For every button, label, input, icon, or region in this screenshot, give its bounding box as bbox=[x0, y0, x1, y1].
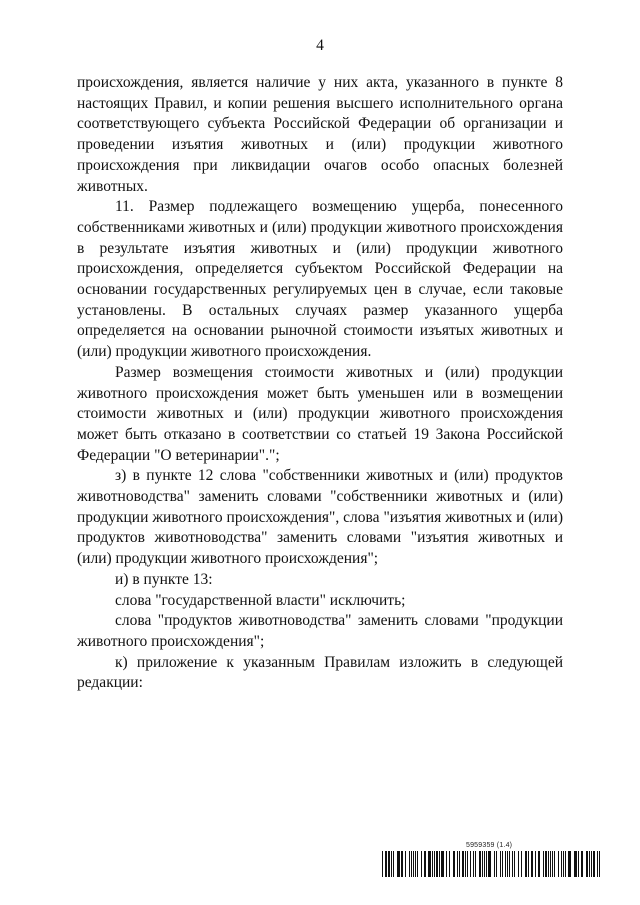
paragraph-words-state-power: слова "государственной власти" исключить; bbox=[115, 591, 406, 609]
document-body bbox=[77, 73, 563, 694]
paragraph-compensation-size: Размер возмещения стоимости животных и (или) продукции животного происхождения может быть уменьшен или в возмещении стоимости животных и (или) продукции животного происхождения может быть отказано в соответствии со статьей 19 Закона Российской Федерации "О ветеринарии"."; bbox=[77, 363, 563, 464]
paragraph-item-i: и) в пункте 13: bbox=[115, 570, 213, 588]
paragraph-words-livestock-products: слова "продуктов животноводства" заменить словами "продукции животного происхождения"; bbox=[77, 612, 563, 650]
page-number: 4 bbox=[316, 37, 324, 54]
paragraph-item-z: з) в пункте 12 слова "собственники животных и (или) продуктов животноводства" заменить словами "собственники животных и (или) продукции животного происхождения", слова "изъятия животных и (или) продуктов животноводства" заменить словами "изъятия животных и (или) продукции животного происхождения"; bbox=[77, 467, 563, 568]
paragraph-item-k: к) приложение к указанным Правилам изложить в следующей редакции: bbox=[77, 653, 563, 692]
barcode-image bbox=[382, 851, 600, 877]
document-code: 5959359 (1.4) bbox=[466, 842, 513, 849]
paragraph-continuation: происхождения, является наличие у них акта, указанного в пункте 8 настоящих Правил, и копии решения высшего исполнительного органа соответствующего субъекта Российской Федерации об организации и проведении изъятия животных и (или) продукции животного происхождения при ликвидации очагов особо опасных болезней животных. bbox=[77, 74, 563, 195]
paragraph-item-11: 11. Размер подлежащего возмещению ущерба, понесенного собственниками животных и (или) продукции животного происхождения в результате изъятия животных и (или) продукции животного происхождения, определяется субъектом Российской Федерации на основании государственных регулируемых цен в случае, если таковые установлены. В остальных случаях размер указанного ущерба определяется на основании рыночной стоимости изъятых животных и (или) продукции животного происхождения. bbox=[77, 198, 563, 361]
